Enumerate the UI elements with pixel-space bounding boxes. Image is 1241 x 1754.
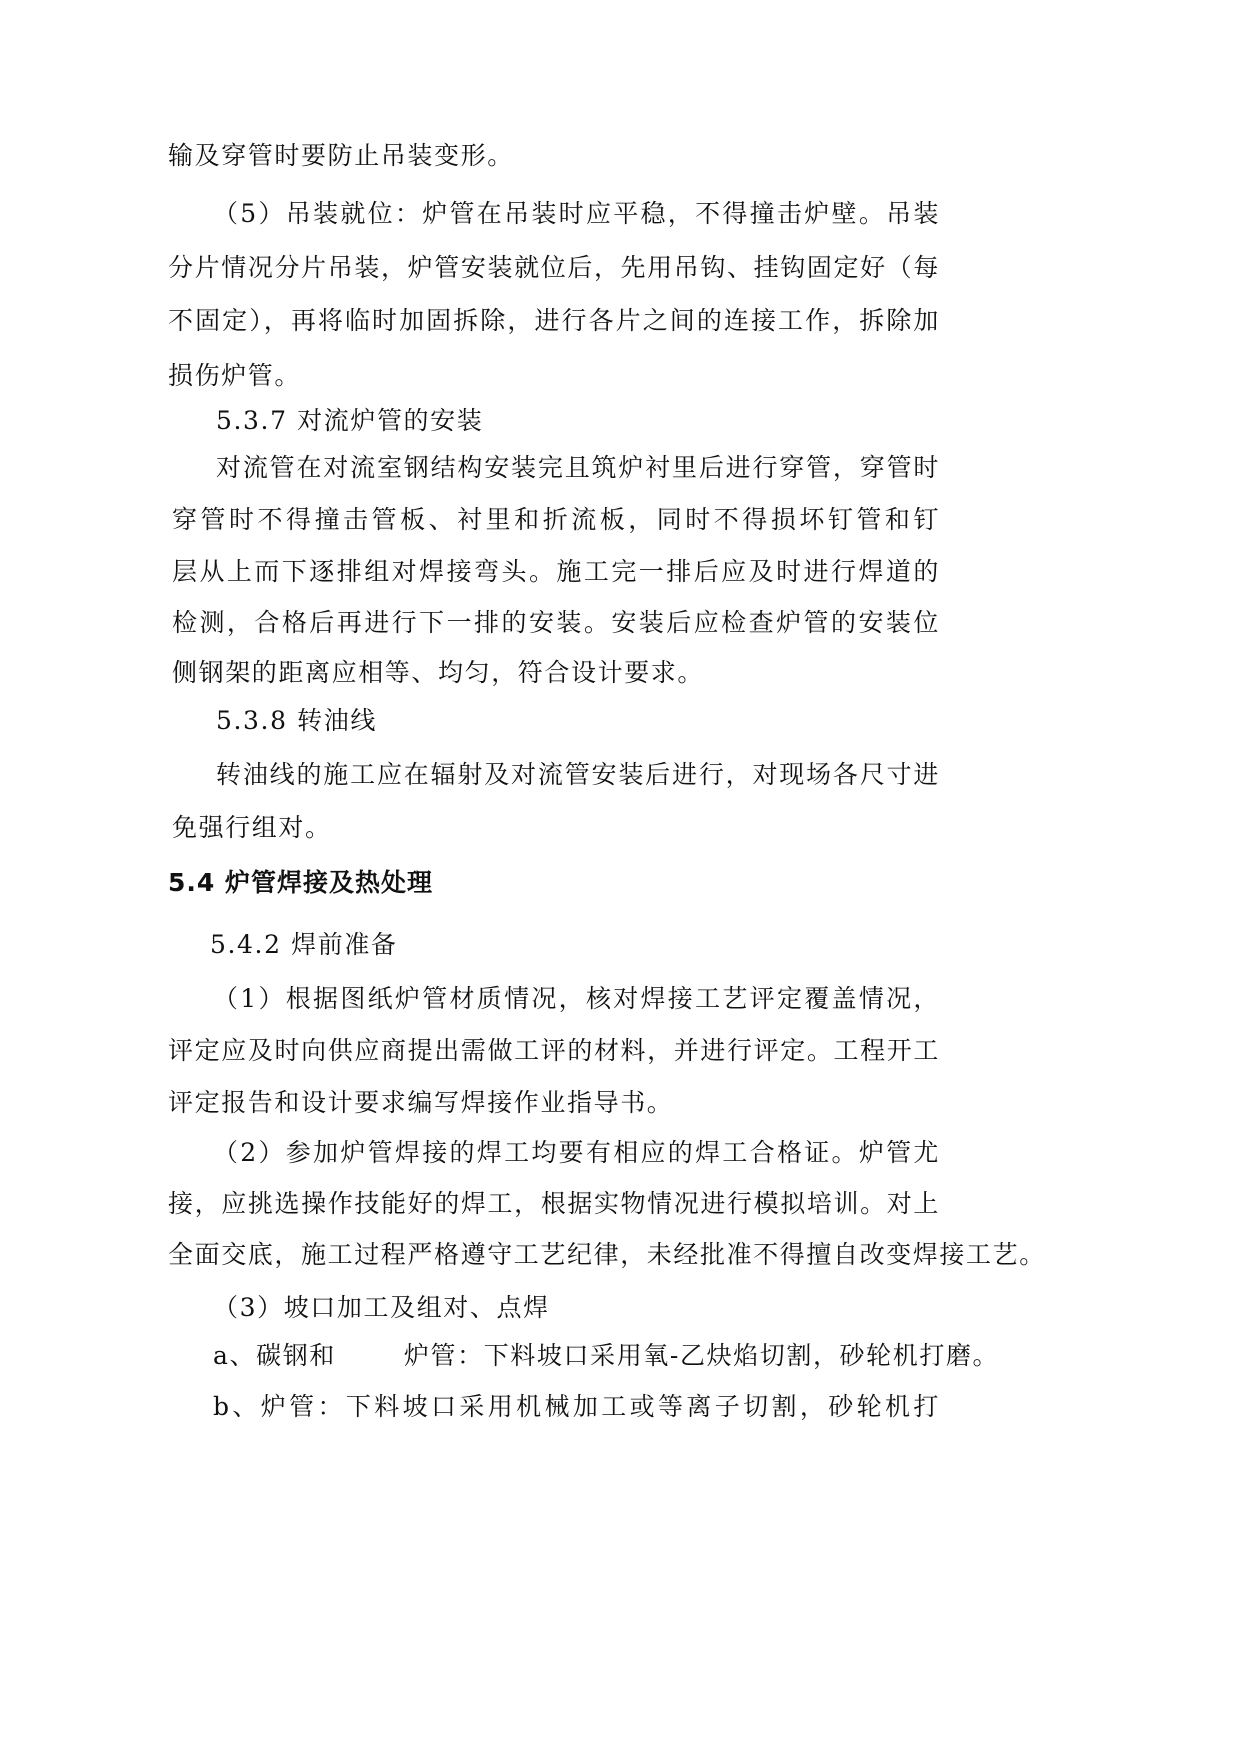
paragraph-line: 免强行组对。 — [172, 813, 332, 842]
paragraph-line: 层从上而下逐排组对焊接弯头。施工完一排后应及时进行焊道的 — [172, 557, 940, 586]
paragraph-line: 全面交底，施工过程严格遵守工艺纪律，未经批准不得擅自改变焊接工艺。 — [168, 1240, 1046, 1269]
section-heading-54: 5.4 炉管焊接及热处理 — [168, 868, 433, 897]
section-heading-538: 5.3.8 转油线 — [216, 706, 377, 735]
section-heading-542: 5.4.2 焊前准备 — [210, 930, 398, 959]
line-a-prefix: a、碳钢和 — [213, 1341, 336, 1370]
paragraph-line: 接，应挑选操作技能好的焊工，根据实物情况进行模拟培训。对上 — [168, 1189, 940, 1218]
paragraph-line-a — [213, 1340, 999, 1372]
paragraph-line: 评定应及时向供应商提出需做工评的材料，并进行评定。工程开工 — [168, 1036, 940, 1065]
paragraph-line: 分片情况分片吊装，炉管安装就位后，先用吊钩、挂钩固定好（每 — [168, 253, 940, 282]
paragraph-line: 转油线的施工应在辐射及对流管安装后进行，对现场各尺寸进 — [216, 760, 940, 789]
paragraph-line: 不固定），再将临时加固拆除，进行各片之间的连接工作，拆除加 — [168, 306, 940, 335]
subsection-heading: （3）坡口加工及组对、点焊 — [213, 1293, 550, 1322]
paragraph-line: 侧钢架的距离应相等、均匀，符合设计要求。 — [172, 658, 705, 687]
paragraph-line: 穿管时不得撞击管板、衬里和折流板，同时不得损坏钉管和钉 — [172, 505, 940, 534]
paragraph-line: （5）吊装就位：炉管在吊装时应平稳，不得撞击炉壁。吊装 — [213, 199, 940, 228]
paragraph-line: 损伤炉管。 — [168, 361, 302, 390]
paragraph-line: 输及穿管时要防止吊装变形。 — [168, 141, 514, 170]
paragraph-line: 检测，合格后再进行下一排的安装。安装后应检查炉管的安装位 — [172, 608, 940, 637]
line-a-rest: 炉管：下料坡口采用氧-乙炔焰切割，砂轮机打磨。 — [403, 1341, 1000, 1370]
paragraph-line: b、炉管：下料坡口采用机械加工或等离子切割，砂轮机打 — [213, 1392, 940, 1421]
paragraph-line: 对流管在对流室钢结构安装完且筑炉衬里后进行穿管，穿管时 — [216, 453, 940, 482]
paragraph-line: （1）根据图纸炉管材质情况，核对焊接工艺评定覆盖情况， — [213, 984, 940, 1013]
section-heading-537: 5.3.7 对流炉管的安装 — [216, 406, 484, 435]
paragraph-line: 评定报告和设计要求编写焊接作业指导书。 — [168, 1088, 674, 1117]
paragraph-line: （2）参加炉管焊接的焊工均要有相应的焊工合格证。炉管尤 — [213, 1138, 940, 1167]
